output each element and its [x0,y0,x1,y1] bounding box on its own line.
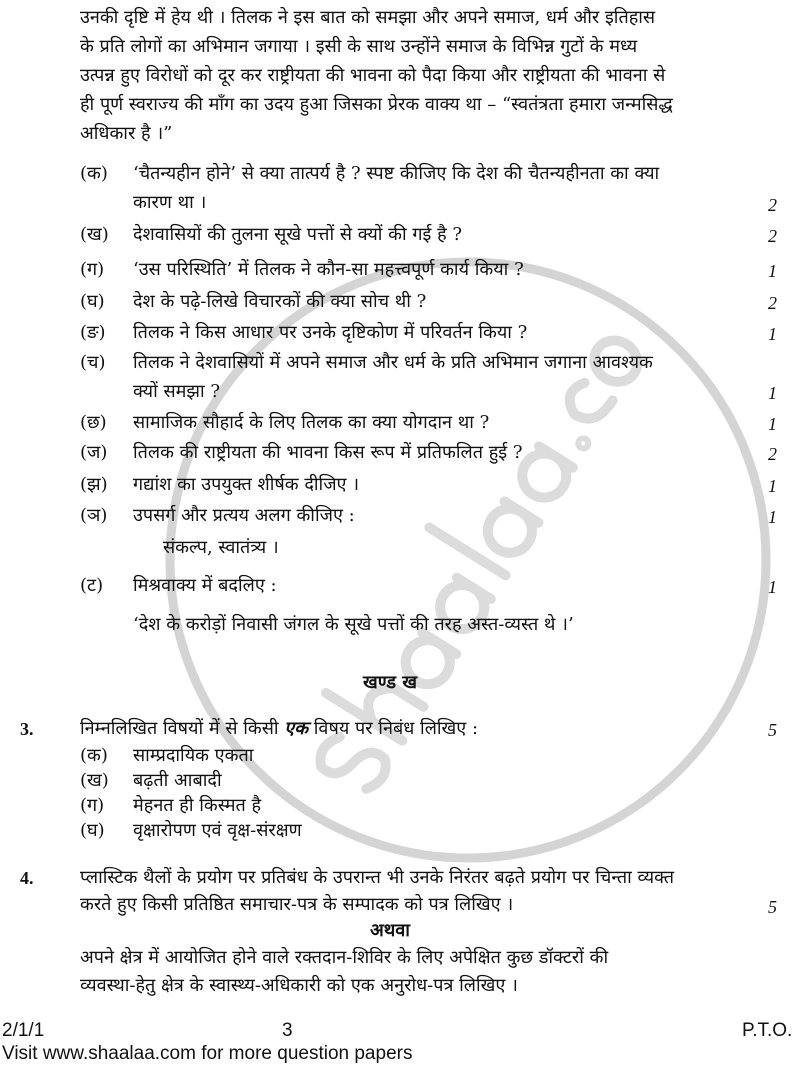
essay-option: (ख) बढ़ती आबादी [80,770,222,791]
page-number: 3 [282,1020,293,1041]
or-label: अथवा [370,920,410,941]
question-text: कारण था । [133,192,207,213]
question-text: क्यों समझा ? [133,381,221,402]
question-marks: 1 [768,577,777,597]
question-marks: 2 [768,444,777,464]
question-text: निम्नलिखित विषयों में से किसी एक विषय पर निबंध लिखिए : [80,718,479,739]
question-text: देशवासियों की तुलना सूखे पत्तों से क्यों की गई है ? [133,224,462,245]
question-text: व्यवस्था-हेतु क्षेत्र के स्वास्थ्य-अधिकारी को एक अनुरोध-पत्र लिखिए । [80,975,518,996]
passage-line: ही पूर्ण स्वराज्य की माँग का उदय हुआ जिसका प्रेरक वाक्य था – “स्वतंत्रता हमारा जन्मसिद्ध [80,94,673,115]
question-text: ‘उस परिस्थिति’ में तिलक ने कौन-सा महत्त्वपूर्ण कार्य किया ? [133,259,524,280]
essay-option: (क) साम्प्रदायिक एकता [80,745,254,766]
question-marks: 1 [768,324,777,344]
question-text: तिलक की राष्ट्रीयता की भावना किस रूप में प्रतिफलित हुई ? [133,442,523,463]
visit-link[interactable]: Visit www.shaalaa.com for more question papers [2,1043,413,1064]
question-marks: 1 [768,383,777,403]
question-marks: 1 [768,414,777,434]
essay-option: (ग) मेहनत ही किस्मत है [80,795,262,816]
question-text: मिश्रवाक्य में बदलिए : [133,575,277,596]
paper-code: 2/1/1 [2,1020,45,1041]
question-number: 3. [20,719,34,739]
question-marks: 1 [768,476,777,496]
question-label: (ग) [80,259,105,280]
question-text: तिलक ने किस आधार पर उनके दृष्टिकोण में परिवर्तन किया ? [133,322,528,343]
question-text: संकल्प, स्वातंत्र्य । [163,537,279,558]
question-label: (ट) [80,575,104,596]
passage-line: के प्रति लोगों का अभिमान जगाया । इसी के साथ उन्होंने समाज के विभिन्न गुटों के मध्य [80,36,638,57]
question-text: ‘चैतन्यहीन होने’ से क्या तात्पर्य है ? स्पष्ट कीजिए कि देश की चैतन्यहीनता का क्या [133,163,660,184]
question-label: (च) [80,352,106,373]
pto-label: P.T.O. [742,1020,793,1041]
question-marks: 1 [768,261,777,281]
question-text: अपने क्षेत्र में आयोजित होने वाले रक्तदान-शिविर के लिए अपेक्षित कुछ डॉक्टरों की [80,947,609,968]
section-title: खण्ड ख [363,672,417,693]
passage-line: उनकी दृष्टि में हेय थी । तिलक ने इस बात को समझा और अपने समाज, धर्म और इतिहास [80,7,656,28]
question-marks: 2 [768,195,777,215]
question-text: ‘देश के करोड़ों निवासी जंगल के सूखे पत्तों की तरह अस्त-व्यस्त थे ।’ [133,614,574,635]
question-label: (ख) [80,224,109,245]
question-text: करते हुए किसी प्रतिष्ठित समाचार-पत्र के सम्पादक को पत्र लिखिए । [80,894,514,915]
passage-line: अधिकार है ।” [80,123,173,144]
question-marks: 5 [768,720,777,740]
question-label: (ङ) [80,322,106,343]
question-label: (झ) [80,474,108,495]
question-number: 4. [20,868,34,888]
question-label: (ञ) [80,505,108,526]
question-text: गद्यांश का उपयुक्त शीर्षक दीजिए । [133,474,360,495]
question-text: तिलक ने देशवासियों में अपने समाज और धर्म के प्रति अभिमान जगाना आवश्यक [133,352,653,373]
question-text: प्लास्टिक थैलों के प्रयोग पर प्रतिबंध के उपरान्त भी उनके निरंतर बढ़ते प्रयोग पर चिन्ता व्यक्त [80,867,675,888]
question-text: सामाजिक सौहार्द के लिए तिलक का क्या योगदान था ? [133,412,490,433]
question-label: (छ) [80,412,107,433]
question-label: (क) [80,163,108,184]
question-marks: 1 [768,507,777,527]
question-text: देश के पढ़े-लिखे विचारकों की क्या सोच थी ? [133,291,427,312]
question-marks: 2 [768,293,777,313]
passage-line: उत्पन्न हुए विरोधों को दूर कर राष्ट्रीयता की भावना को पैदा किया और राष्ट्रीयता की भावना से [80,65,666,86]
essay-option: (घ) वृक्षारोपण एवं वृक्ष-संरक्षण [80,820,302,841]
question-marks: 2 [768,226,777,246]
question-label: (ज) [80,442,108,463]
question-label: (घ) [80,291,105,312]
question-text: उपसर्ग और प्रत्यय अलग कीजिए : [133,505,355,526]
question-marks: 5 [768,897,777,917]
